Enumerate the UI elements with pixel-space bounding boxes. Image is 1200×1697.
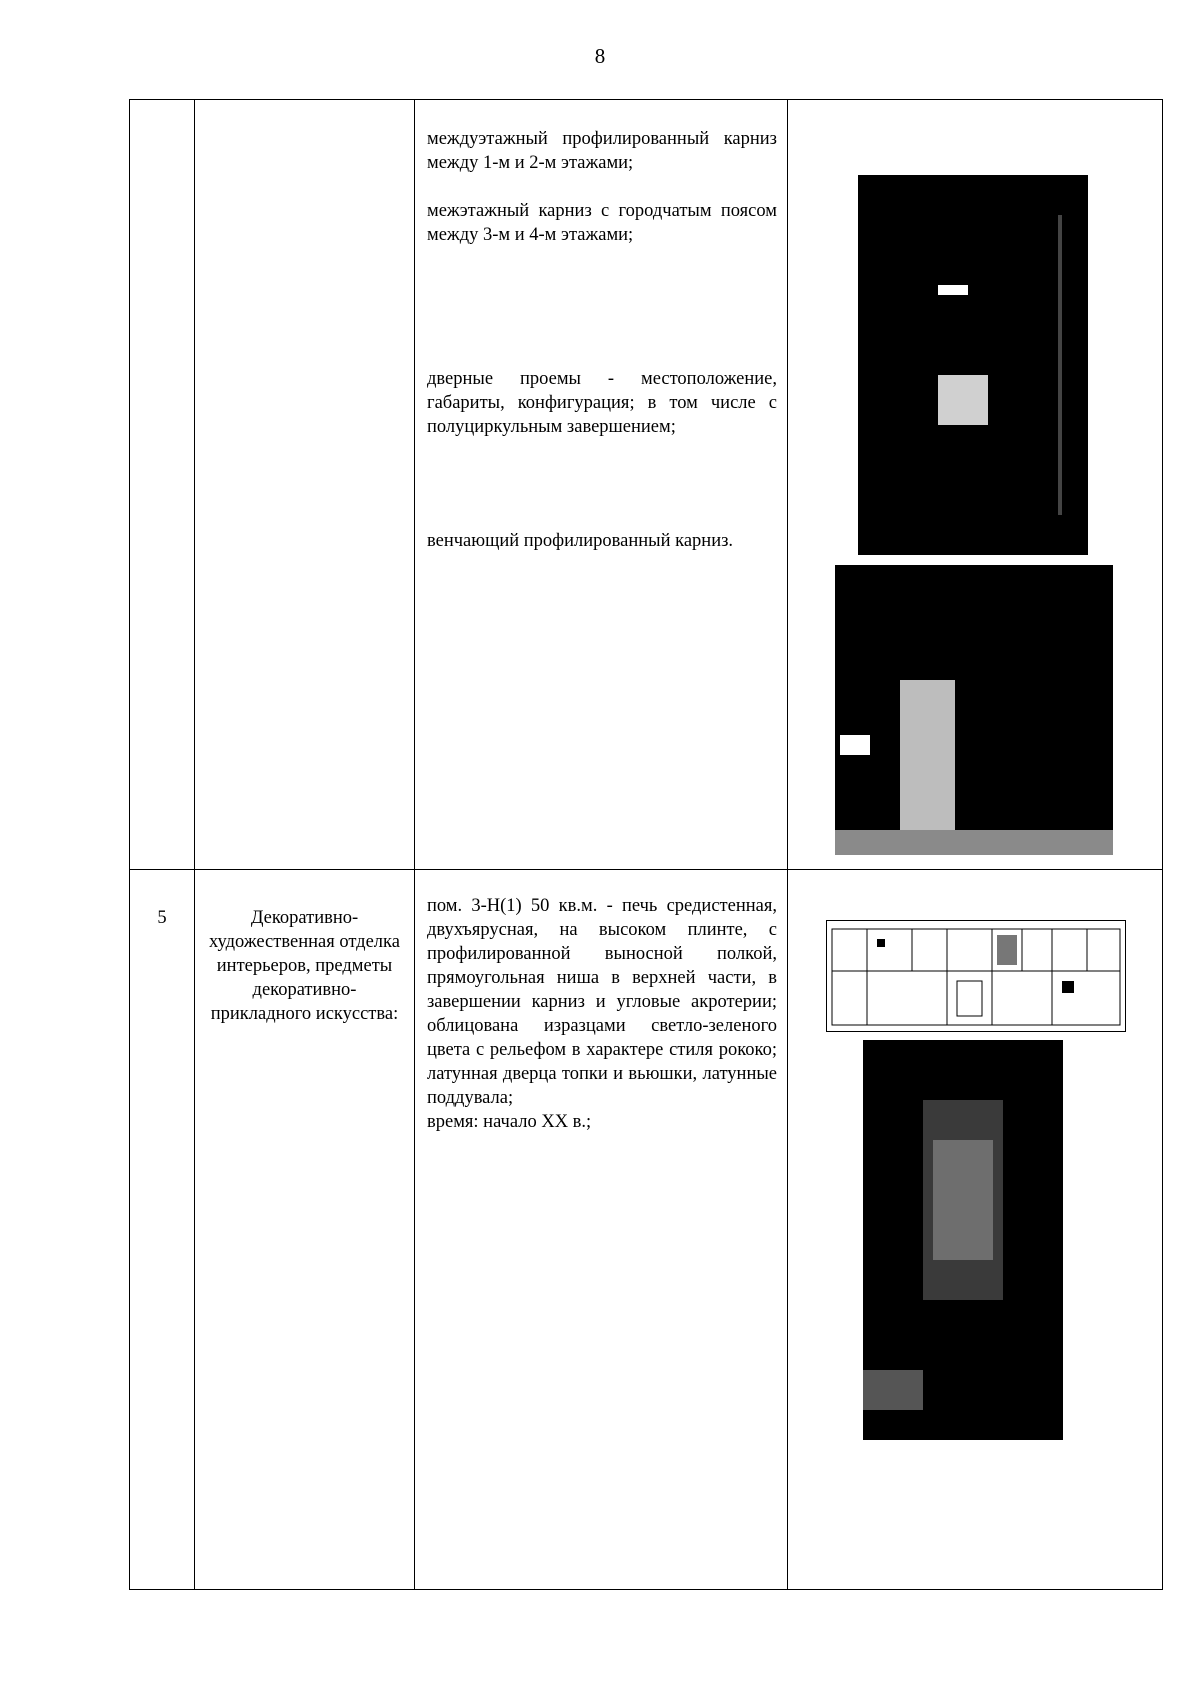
description-item: время: начало XX в.; xyxy=(427,1112,592,1132)
description-item: дверные проемы - местоположение, габариты, конфигурация; в том числе с полуциркульным завершением; xyxy=(427,369,777,437)
row-number: 5 xyxy=(130,870,195,1590)
floor-plan-drawing xyxy=(826,920,1126,1032)
row-name: Декоративно-художественная отделка интерьеров, предметы декоративно-прикладного искусства: xyxy=(195,870,415,1590)
table-row xyxy=(130,870,1163,1590)
floor-plan-svg xyxy=(827,921,1125,1031)
description-item: пом. 3-Н(1) 50 кв.м. - печь средистенная, двухъярусная, на высоком плинте, с профилированной выносной полкой, прямоугольная ниша в верхней части, в завершении карниз и угловые акротерии; облицована изразцами светло-зеленого цвета с рельефом в характере стиля рококо; латунная дверца топки и вьюшки, латунные поддувала; xyxy=(427,896,777,1108)
row-description xyxy=(415,100,788,870)
row-description xyxy=(415,870,788,1590)
description-item: междуэтажный профилированный карниз между 1-м и 2-м этажами; xyxy=(427,129,777,173)
photo-cell xyxy=(788,870,1163,1590)
description-item: межэтажный карниз с городчатым поясом между 3-м и 4-м этажами; xyxy=(427,201,777,245)
facade-photo xyxy=(858,175,1088,555)
stove-photo xyxy=(863,1040,1063,1440)
row-name xyxy=(195,100,415,870)
document-table xyxy=(129,99,1163,1590)
doorway-photo xyxy=(835,565,1113,855)
table-row xyxy=(130,100,1163,870)
row-number xyxy=(130,100,195,870)
photo-cell xyxy=(788,100,1163,870)
page-number: 8 xyxy=(594,44,606,68)
description-item: венчающий профилированный карниз. xyxy=(427,531,734,551)
